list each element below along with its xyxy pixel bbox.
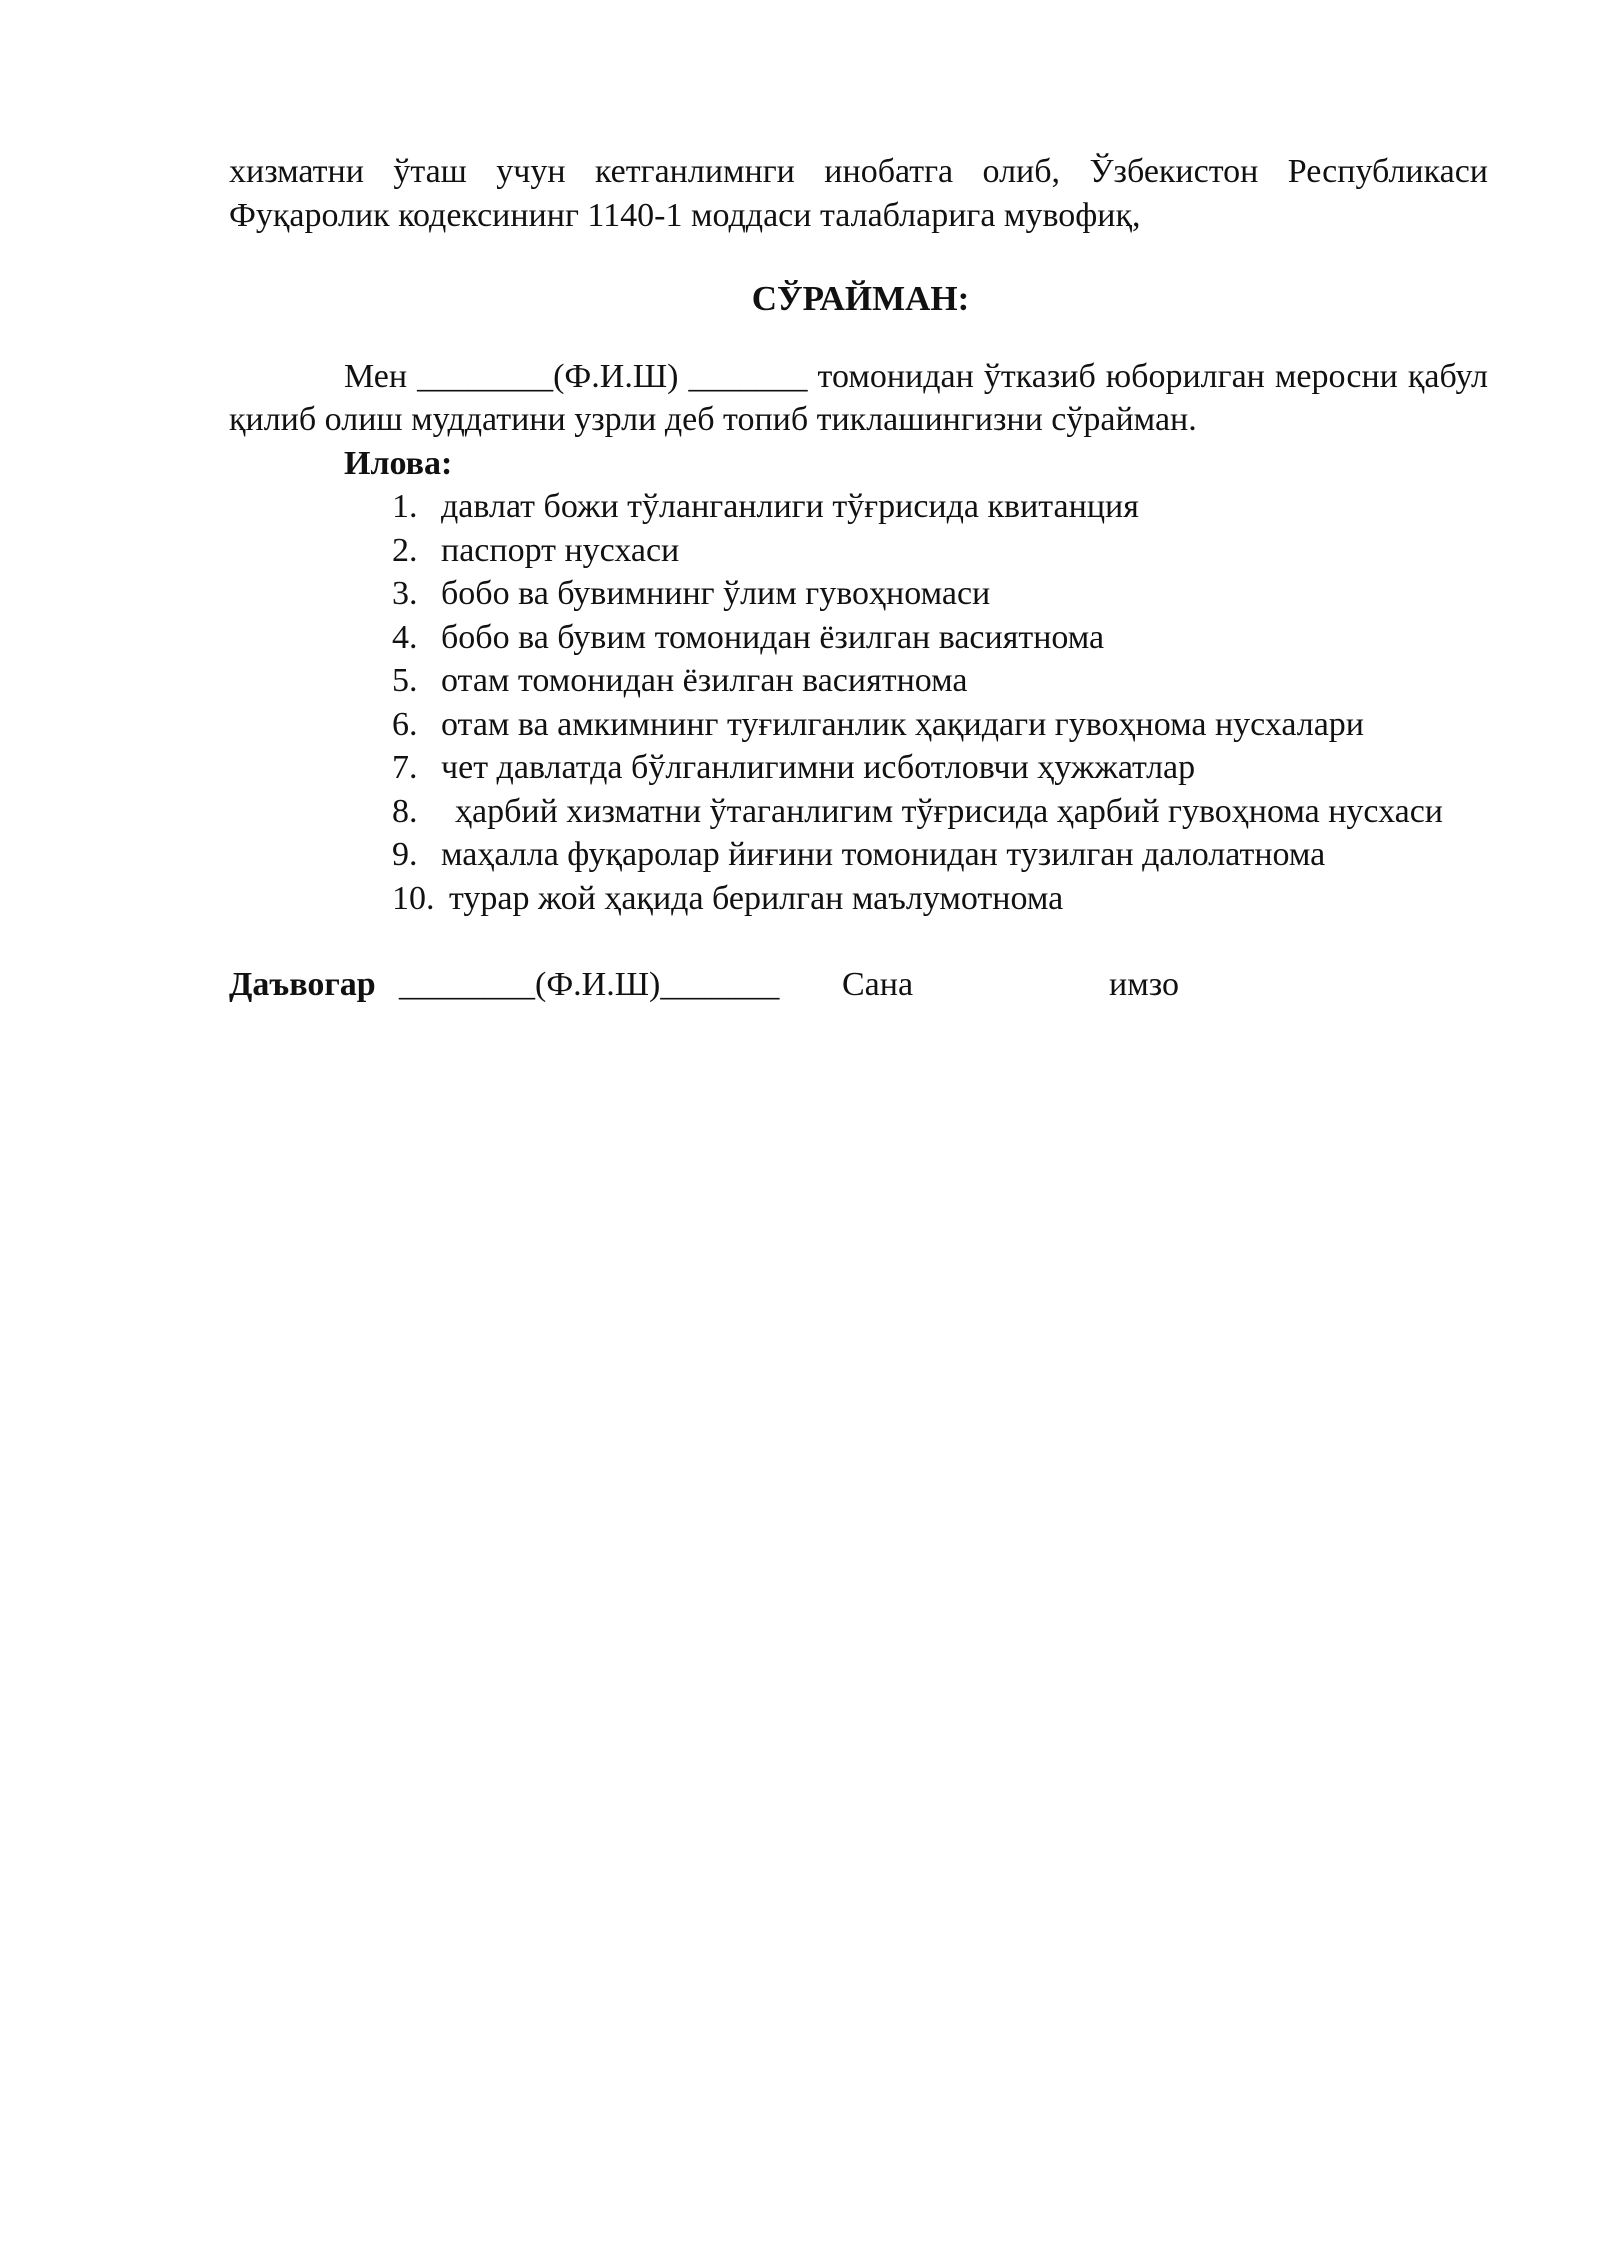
- date-label: Сана: [842, 966, 914, 1003]
- appendix-item-text: отам ва амкимнинг туғилганлик ҳақидаги гувоҳнома нусхалари: [441, 705, 1364, 743]
- appendix-item: [229, 833, 1488, 877]
- appendix-item-text: отам томонидан ёзилган васиятнома: [441, 662, 968, 699]
- request-heading: СЎРАЙМАН:: [751, 279, 970, 318]
- appendix-item-number: 3.: [392, 575, 418, 612]
- intro-paragraph: хизматни ўташ учун кетганлимнги инобатга олиб, Ўзбекистон Республикаси Фуқаролик кодексининг 1140-1 моддаси талабларига мувофиқ,: [229, 153, 1488, 234]
- appendix-item: [229, 616, 1488, 660]
- signature-row: [229, 963, 1488, 1007]
- plaintiff-label: Даъвогар: [229, 966, 376, 1003]
- appendix-item-text: бобо ва бувимнинг ўлим гувоҳномаси: [441, 575, 991, 612]
- appendix-list: [229, 485, 1488, 920]
- request-paragraph: Мен ________(Ф.И.Ш) _______ томонидан ўтказиб юборилган меросни қабул қилиб олиш муддатини узрли деб топиб тиклашингизни сўрайман.: [229, 357, 1488, 438]
- appendix-item-text: бобо ва бувим томонидан ёзилган васиятнома: [441, 618, 1105, 656]
- appendix-item-number: 8.: [392, 792, 418, 830]
- appendix-item-text: турар жой ҳақида берилган маълумотнома: [449, 879, 1064, 917]
- appendix-item-number: 1.: [392, 488, 418, 525]
- appendix-item-number: 2.: [392, 531, 418, 569]
- appendix-item-number: 5.: [392, 662, 418, 699]
- appendix-item-number: 4.: [392, 618, 418, 656]
- plaintiff-name-field: ________(Ф.И.Ш)_______: [399, 966, 780, 1003]
- appendix-item-number: 9.: [392, 836, 418, 873]
- appendix-item: [229, 572, 1488, 616]
- appendix-item: [229, 790, 1488, 834]
- appendix-item: [229, 529, 1488, 573]
- appendix-item-text: давлат божи тўланганлиги тўғрисида квитанция: [441, 488, 1139, 525]
- appendix-item: [229, 703, 1488, 747]
- appendix-item: [229, 485, 1488, 529]
- appendix-title: Илова:: [344, 444, 453, 482]
- appendix-item-text: чет давлатда бўлганлигимни исботловчи ҳужжатлар: [441, 749, 1196, 786]
- document-page: [229, 150, 1488, 1007]
- appendix-item-number: 7.: [392, 749, 418, 786]
- appendix-item-text: паспорт нусхаси: [441, 531, 680, 569]
- signature-label: имзо: [1109, 966, 1179, 1003]
- appendix-item: [229, 659, 1488, 703]
- appendix-item-number: 6.: [392, 705, 418, 743]
- appendix-item-text: маҳалла фуқаролар йиғини томонидан тузилган далолатнома: [441, 836, 1326, 873]
- appendix-item: [229, 877, 1488, 921]
- appendix-item-number: 10.: [392, 879, 435, 917]
- appendix-item: [229, 746, 1488, 790]
- appendix-item-text: ҳарбий хизматни ўтаганлигим тўғрисида ҳарбий гувоҳнома нусхаси: [455, 792, 1443, 830]
